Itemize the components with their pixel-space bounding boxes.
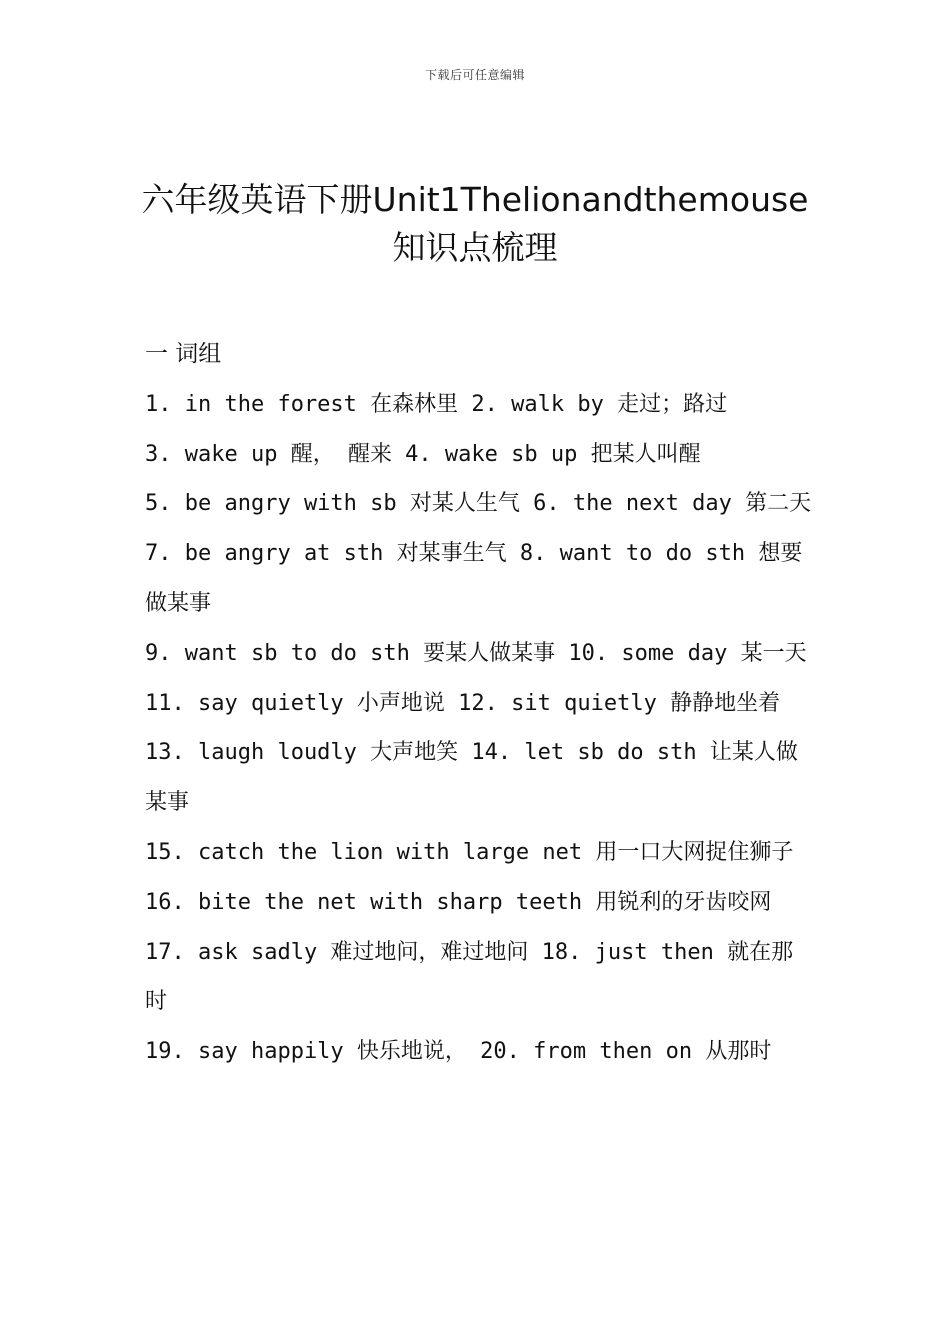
phrase-line: 13. laugh loudly 大声地笑 14. let sb do sth 让某人做某事 [145, 740, 798, 816]
section-heading: 一 词组 [145, 341, 222, 367]
phrase-line: 5. be angry with sb 对某人生气 6. the next day 第二天 [145, 491, 812, 517]
phrase-line: 17. ask sadly 难过地问，难过地问 18. just then 就在那时 [145, 939, 794, 1015]
phrase-line: 19. say happily 快乐地说， 20. from then on 从那时 [145, 1039, 772, 1065]
page-header-note: 下载后可任意编辑 [424, 68, 525, 82]
document-title [130, 176, 820, 272]
phrase-section [145, 330, 813, 1077]
phrase-line: 16. bite the net with sharp teeth 用锐利的牙齿咬网 [145, 889, 772, 915]
phrase-line: 15. catch the lion with large net 用一口大网捉住狮子 [145, 839, 794, 865]
phrase-line: 9. want sb to do sth 要某人做某事 10. some day 某一天 [145, 640, 807, 666]
title-line-2: 知识点梳理 [392, 228, 558, 267]
phrase-line: 1. in the forest 在森林里 2. walk by 走过；路过 [145, 391, 728, 417]
phrase-line: 3. wake up 醒， 醒来 4. wake sb up 把某人叫醒 [145, 441, 701, 467]
title-line-1: 六年级英语下册Unit1Thelionandthemouse [141, 180, 809, 219]
phrase-line: 11. say quietly 小声地说 12. sit quietly 静静地坐着 [145, 690, 781, 716]
phrase-line: 7. be angry at sth 对某事生气 8. want to do sth 想要做某事 [145, 541, 803, 616]
